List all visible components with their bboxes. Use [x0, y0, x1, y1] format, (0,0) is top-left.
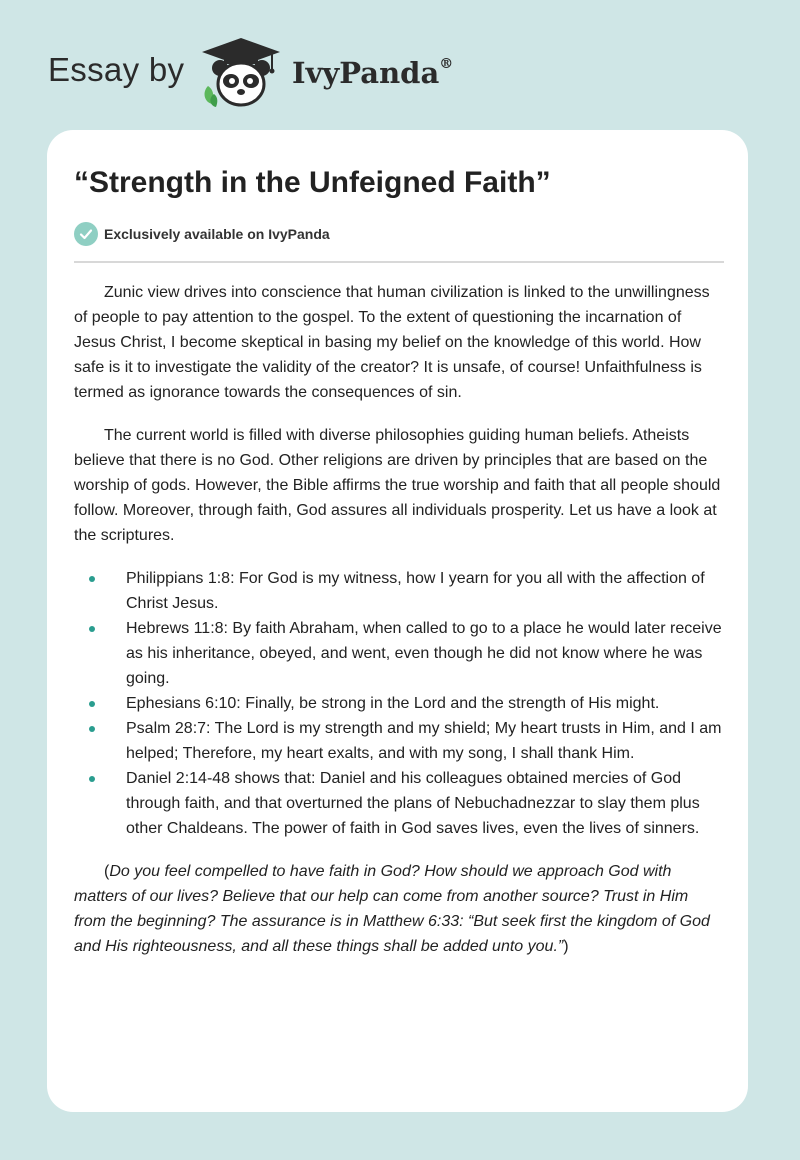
- scripture-list: [74, 566, 724, 841]
- page-title: “Strength in the Unfeigned Faith”: [74, 166, 551, 199]
- list-item: Ephesians 6:10: Finally, be strong in the Lord and the strength of His might.: [74, 691, 724, 716]
- essay-body: [74, 280, 724, 977]
- list-item: Hebrews 11:8: By faith Abraham, when called to go to a place he would later receive as his inheritance, obeyed, and went, even though he did not know where he was going.: [74, 616, 724, 691]
- paragraph: The current world is filled with diverse philosophies guiding human beliefs. Atheists believe that there is no God. Other religions are driven by principles that are based on the worship of gods. However, the Bible affirms the true worship and faith that all people should follow. Moreover, through faith, God assures all individuals prosperity. Let us have a look at the scriptures.: [74, 427, 721, 544]
- closing-paragraph: [74, 859, 724, 959]
- divider: [74, 261, 724, 263]
- exclusive-badge: [74, 222, 330, 246]
- brand-label: IvyPanda: [292, 56, 440, 90]
- brand-name[interactable]: [292, 56, 453, 90]
- paragraph: Zunic view drives into conscience that human civilization is linked to the unwillingness of people to pay attention to the gospel. To the extent of questioning the incarnation of Jesus Christ, I become skeptical in basing my belief on the knowledge of this world. How safe is it to investigate the validity of the creator? It is unsafe, of course! Unfaithfulness is termed as ignorance towards the consequences of sin.: [74, 284, 710, 401]
- close-paren: ): [563, 938, 569, 955]
- list-item: Psalm 28:7: The Lord is my strength and my shield; My heart trusts in Him, and I am helped; Therefore, my heart exalts, and with my song, I shall thank Him.: [74, 716, 724, 766]
- essay-card: [47, 130, 748, 1112]
- panda-logo-icon[interactable]: [200, 36, 282, 108]
- checkmark-icon: [74, 222, 98, 246]
- list-item: Philippians 1:8: For God is my witness, how I yearn for you all with the affection of Christ Jesus.: [74, 566, 724, 616]
- exclusive-label: Exclusively available on IvyPanda: [104, 226, 330, 242]
- closing-text: Do you feel compelled to have faith in God? How should we approach God with matters of our lives? Believe that our help can come from another source? Trust in Him from the beginning? The assurance is in Matthew 6:33: “But seek first the kingdom of God and His righteousness, and all these things shall be added unto you.”: [74, 863, 710, 955]
- essay-by-label: Essay by: [48, 51, 185, 88]
- list-item: Daniel 2:14-48 shows that: Daniel and his colleagues obtained mercies of God through faith, and that overturned the plans of Nebuchadnezzar to slay them plus other Chaldeans. The power of faith in God saves lives, even the lives of sinners.: [74, 766, 724, 841]
- registered-mark: ®: [439, 56, 454, 73]
- open-paren: (: [104, 863, 110, 880]
- site-header: [48, 36, 748, 106]
